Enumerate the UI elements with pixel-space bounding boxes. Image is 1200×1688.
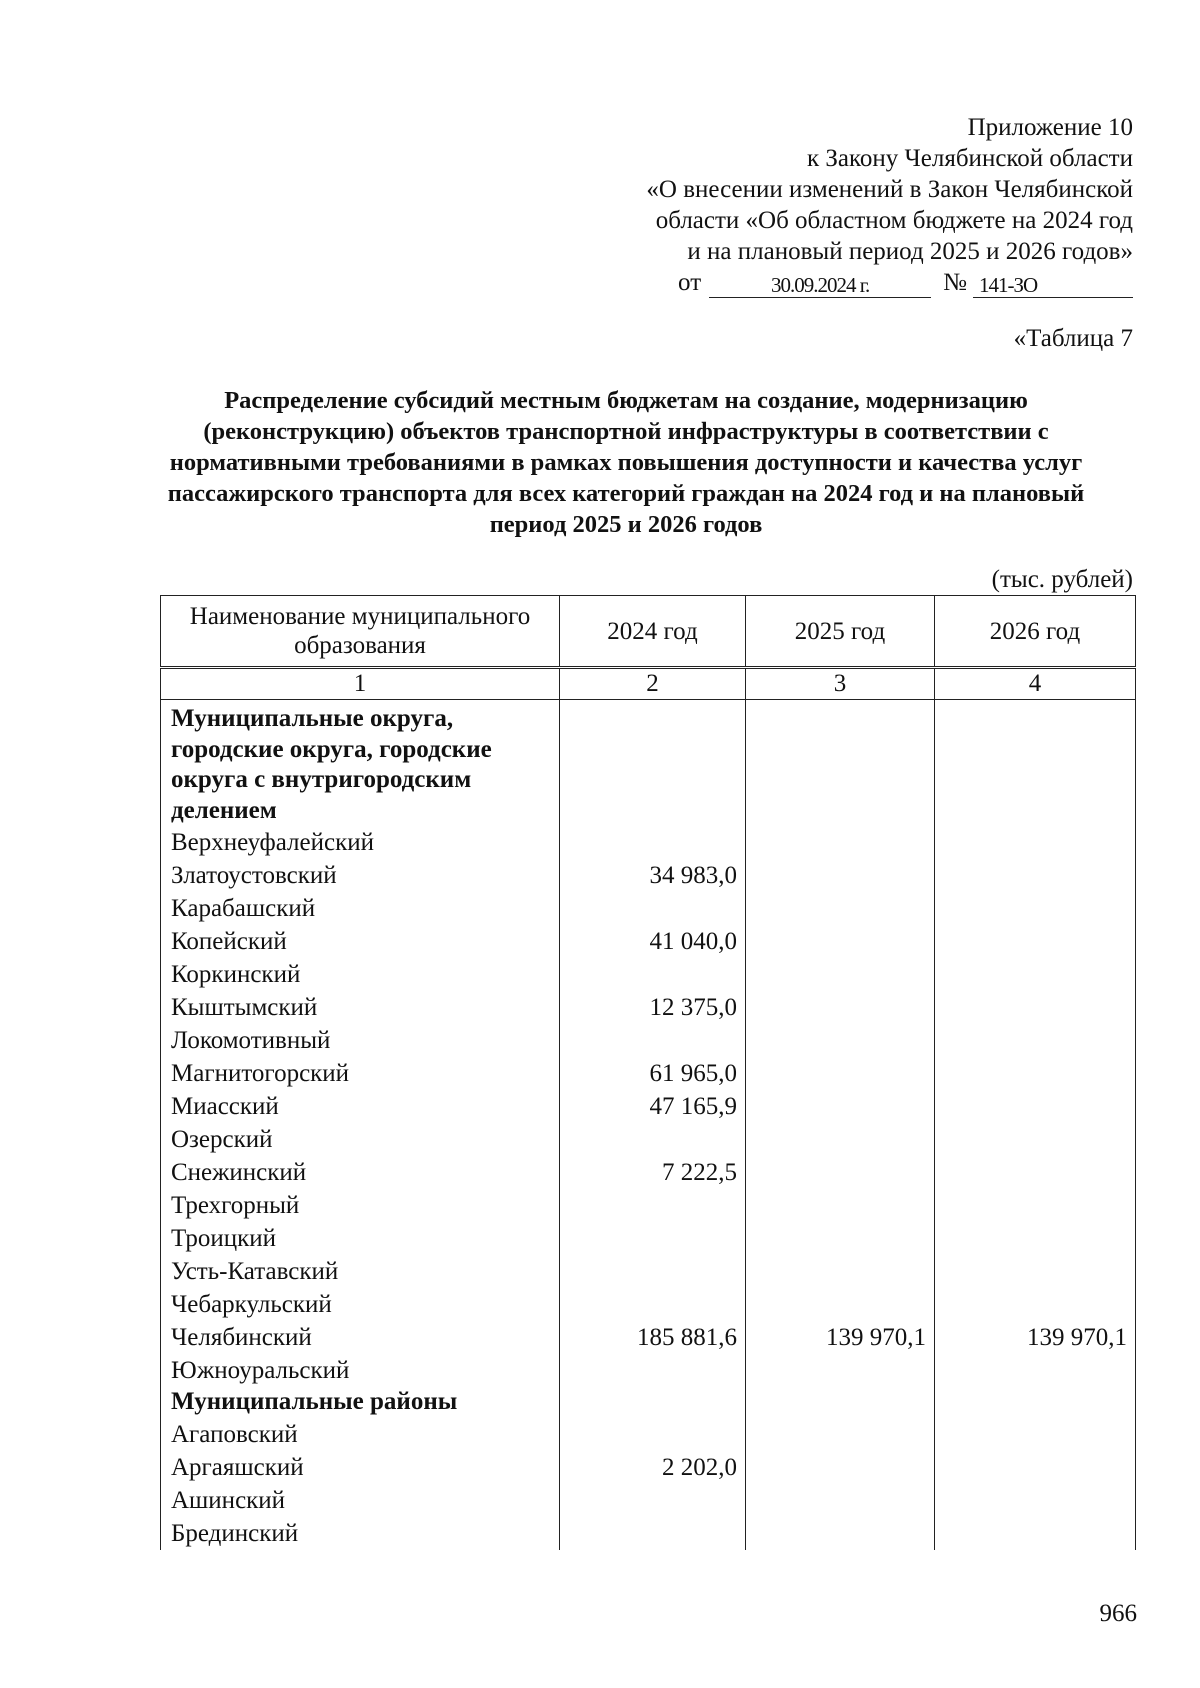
value-2025	[746, 1090, 935, 1123]
table-group-row	[161, 1387, 1136, 1418]
document-title: Распределение субсидий местным бюджетам на создание, модернизацию (реконструкцию) объектов транспортной инфраструктуры в соответствии с нормативными требованиями в рамках повышения доступности и качества услуг пассажирского транспорта для всех категорий граждан на 2024 год и на плановый период 2025 и 2026 годов	[167, 387, 1085, 538]
page-number: 966	[1099, 1600, 1137, 1627]
header-line: области «Об областном бюджете на 2024 год	[655, 207, 1133, 234]
value-2025	[746, 826, 935, 859]
table-row	[161, 859, 1136, 892]
value-2026	[935, 1057, 1136, 1090]
value-2024	[560, 1123, 746, 1156]
table-row	[161, 1156, 1136, 1189]
table-row	[161, 826, 1136, 859]
table-row	[161, 1222, 1136, 1255]
value-2026	[935, 1189, 1136, 1222]
municipality-name: Южноуральский	[161, 1354, 560, 1387]
value-2026	[935, 826, 1136, 859]
municipality-name: Троицкий	[161, 1222, 560, 1255]
value-2025	[746, 1418, 935, 1451]
value-2024	[560, 1354, 746, 1387]
law-date-number-line	[573, 267, 1133, 298]
value-2026	[935, 958, 1136, 991]
municipality-name: Златоустовский	[161, 859, 560, 892]
municipality-name: Миасский	[161, 1090, 560, 1123]
table-row	[161, 1288, 1136, 1321]
header-line: к Закону Челябинской области	[807, 145, 1133, 172]
column-header-name: Наименование муниципального образования	[161, 596, 560, 668]
column-header-2026: 2026 год	[935, 596, 1136, 668]
value-2026	[935, 1156, 1136, 1189]
value-2026	[935, 1288, 1136, 1321]
table-group-row	[161, 700, 1136, 827]
table-row	[161, 1418, 1136, 1451]
value-2026: 139 970,1	[935, 1321, 1136, 1354]
value-2025	[746, 991, 935, 1024]
value-2026	[935, 1451, 1136, 1484]
table-row	[161, 1123, 1136, 1156]
header-line: «О внесении изменений в Закон Челябинской	[646, 176, 1133, 203]
table-row	[161, 1057, 1136, 1090]
value-2025	[746, 1024, 935, 1057]
value-2026	[935, 991, 1136, 1024]
value-2024	[560, 1255, 746, 1288]
value-2024	[560, 1517, 746, 1550]
column-number: 2	[560, 668, 746, 700]
value-2024: 34 983,0	[560, 859, 746, 892]
value-2026	[935, 1255, 1136, 1288]
value-2024	[560, 826, 746, 859]
subsidy-table-container	[160, 595, 1135, 1555]
value-2026	[935, 1123, 1136, 1156]
municipality-name: Копейский	[161, 925, 560, 958]
value-2026	[935, 1418, 1136, 1451]
table-reference: «Таблица 7	[1013, 325, 1133, 352]
municipality-name: Коркинский	[161, 958, 560, 991]
table-row	[161, 1189, 1136, 1222]
municipality-name: Аргаяшский	[161, 1451, 560, 1484]
value-2024	[560, 1222, 746, 1255]
column-number: 3	[746, 668, 935, 700]
municipality-name: Верхнеуфалейский	[161, 826, 560, 859]
table-row	[161, 1255, 1136, 1288]
table-body	[161, 700, 1136, 1550]
value-2025	[746, 700, 935, 827]
value-2024: 2 202,0	[560, 1451, 746, 1484]
value-2025	[746, 1057, 935, 1090]
value-2025	[746, 1123, 935, 1156]
table-row	[161, 1024, 1136, 1057]
value-2026	[935, 1222, 1136, 1255]
value-2025	[746, 1517, 935, 1550]
municipality-name: Брединский	[161, 1517, 560, 1550]
value-2026	[935, 1090, 1136, 1123]
column-header-2025: 2025 год	[746, 596, 935, 668]
municipality-name: Магнитогорский	[161, 1057, 560, 1090]
value-2024: 41 040,0	[560, 925, 746, 958]
municipality-name: Карабашский	[161, 892, 560, 925]
value-2024: 12 375,0	[560, 991, 746, 1024]
table-row	[161, 1484, 1136, 1517]
value-2024	[560, 700, 746, 827]
value-2026	[935, 859, 1136, 892]
value-2025	[746, 1387, 935, 1418]
value-2025: 139 970,1	[746, 1321, 935, 1354]
header-line: Приложение 10	[967, 114, 1133, 141]
value-2025	[746, 1354, 935, 1387]
table-row	[161, 892, 1136, 925]
municipality-name: Муниципальные районы	[161, 1387, 560, 1418]
value-2024	[560, 1288, 746, 1321]
municipality-name: Чебаркульский	[161, 1288, 560, 1321]
date-prefix: от	[678, 269, 702, 296]
municipality-name: Кыштымский	[161, 991, 560, 1024]
value-2024	[560, 1024, 746, 1057]
value-2026	[935, 1354, 1136, 1387]
table-row	[161, 958, 1136, 991]
column-number-row	[161, 668, 1136, 700]
value-2024	[560, 1418, 746, 1451]
value-2025	[746, 1189, 935, 1222]
value-2026	[935, 925, 1136, 958]
municipality-name: Агаповский	[161, 1418, 560, 1451]
table-row	[161, 925, 1136, 958]
table-row	[161, 1090, 1136, 1123]
value-2025	[746, 859, 935, 892]
value-2024: 185 881,6	[560, 1321, 746, 1354]
value-2026	[935, 1484, 1136, 1517]
municipality-name: Челябинский	[161, 1321, 560, 1354]
value-2024: 7 222,5	[560, 1156, 746, 1189]
value-2025	[746, 1484, 935, 1517]
law-date: 30.09.2024 г.	[709, 273, 931, 298]
subsidy-table	[160, 595, 1136, 1550]
table-row	[161, 991, 1136, 1024]
value-2026	[935, 1387, 1136, 1418]
municipality-name: Усть-Катавский	[161, 1255, 560, 1288]
value-2025	[746, 1255, 935, 1288]
value-2025	[746, 1156, 935, 1189]
header-line: и на плановый период 2025 и 2026 годов»	[687, 238, 1133, 265]
appendix-header	[573, 112, 1133, 298]
municipality-name: Ашинский	[161, 1484, 560, 1517]
value-2025	[746, 1222, 935, 1255]
value-2024: 47 165,9	[560, 1090, 746, 1123]
value-2026	[935, 1024, 1136, 1057]
table-row	[161, 1517, 1136, 1550]
table-row	[161, 1451, 1136, 1484]
value-2024	[560, 958, 746, 991]
column-number: 1	[161, 668, 560, 700]
value-2024	[560, 892, 746, 925]
municipality-name: Трехгорный	[161, 1189, 560, 1222]
value-2026	[935, 700, 1136, 827]
value-2025	[746, 892, 935, 925]
value-2026	[935, 1517, 1136, 1550]
value-2026	[935, 892, 1136, 925]
table-header-row	[161, 596, 1136, 668]
units-label: (тыс. рублей)	[991, 566, 1133, 593]
value-2024	[560, 1189, 746, 1222]
number-sign: №	[943, 269, 967, 296]
value-2025	[746, 1288, 935, 1321]
value-2025	[746, 925, 935, 958]
value-2024: 61 965,0	[560, 1057, 746, 1090]
value-2025	[746, 958, 935, 991]
table-row	[161, 1321, 1136, 1354]
municipality-name: Локомотивный	[161, 1024, 560, 1057]
municipality-name: Озерский	[161, 1123, 560, 1156]
value-2025	[746, 1451, 935, 1484]
table-row	[161, 1354, 1136, 1387]
value-2024	[560, 1484, 746, 1517]
column-header-2024: 2024 год	[560, 596, 746, 668]
municipality-name: Снежинский	[161, 1156, 560, 1189]
column-number: 4	[935, 668, 1136, 700]
value-2024	[560, 1387, 746, 1418]
municipality-name: Муниципальные округа, городские округа, городские округа с внутригородским делением	[161, 700, 560, 827]
law-number: 141-ЗО	[973, 273, 1133, 298]
